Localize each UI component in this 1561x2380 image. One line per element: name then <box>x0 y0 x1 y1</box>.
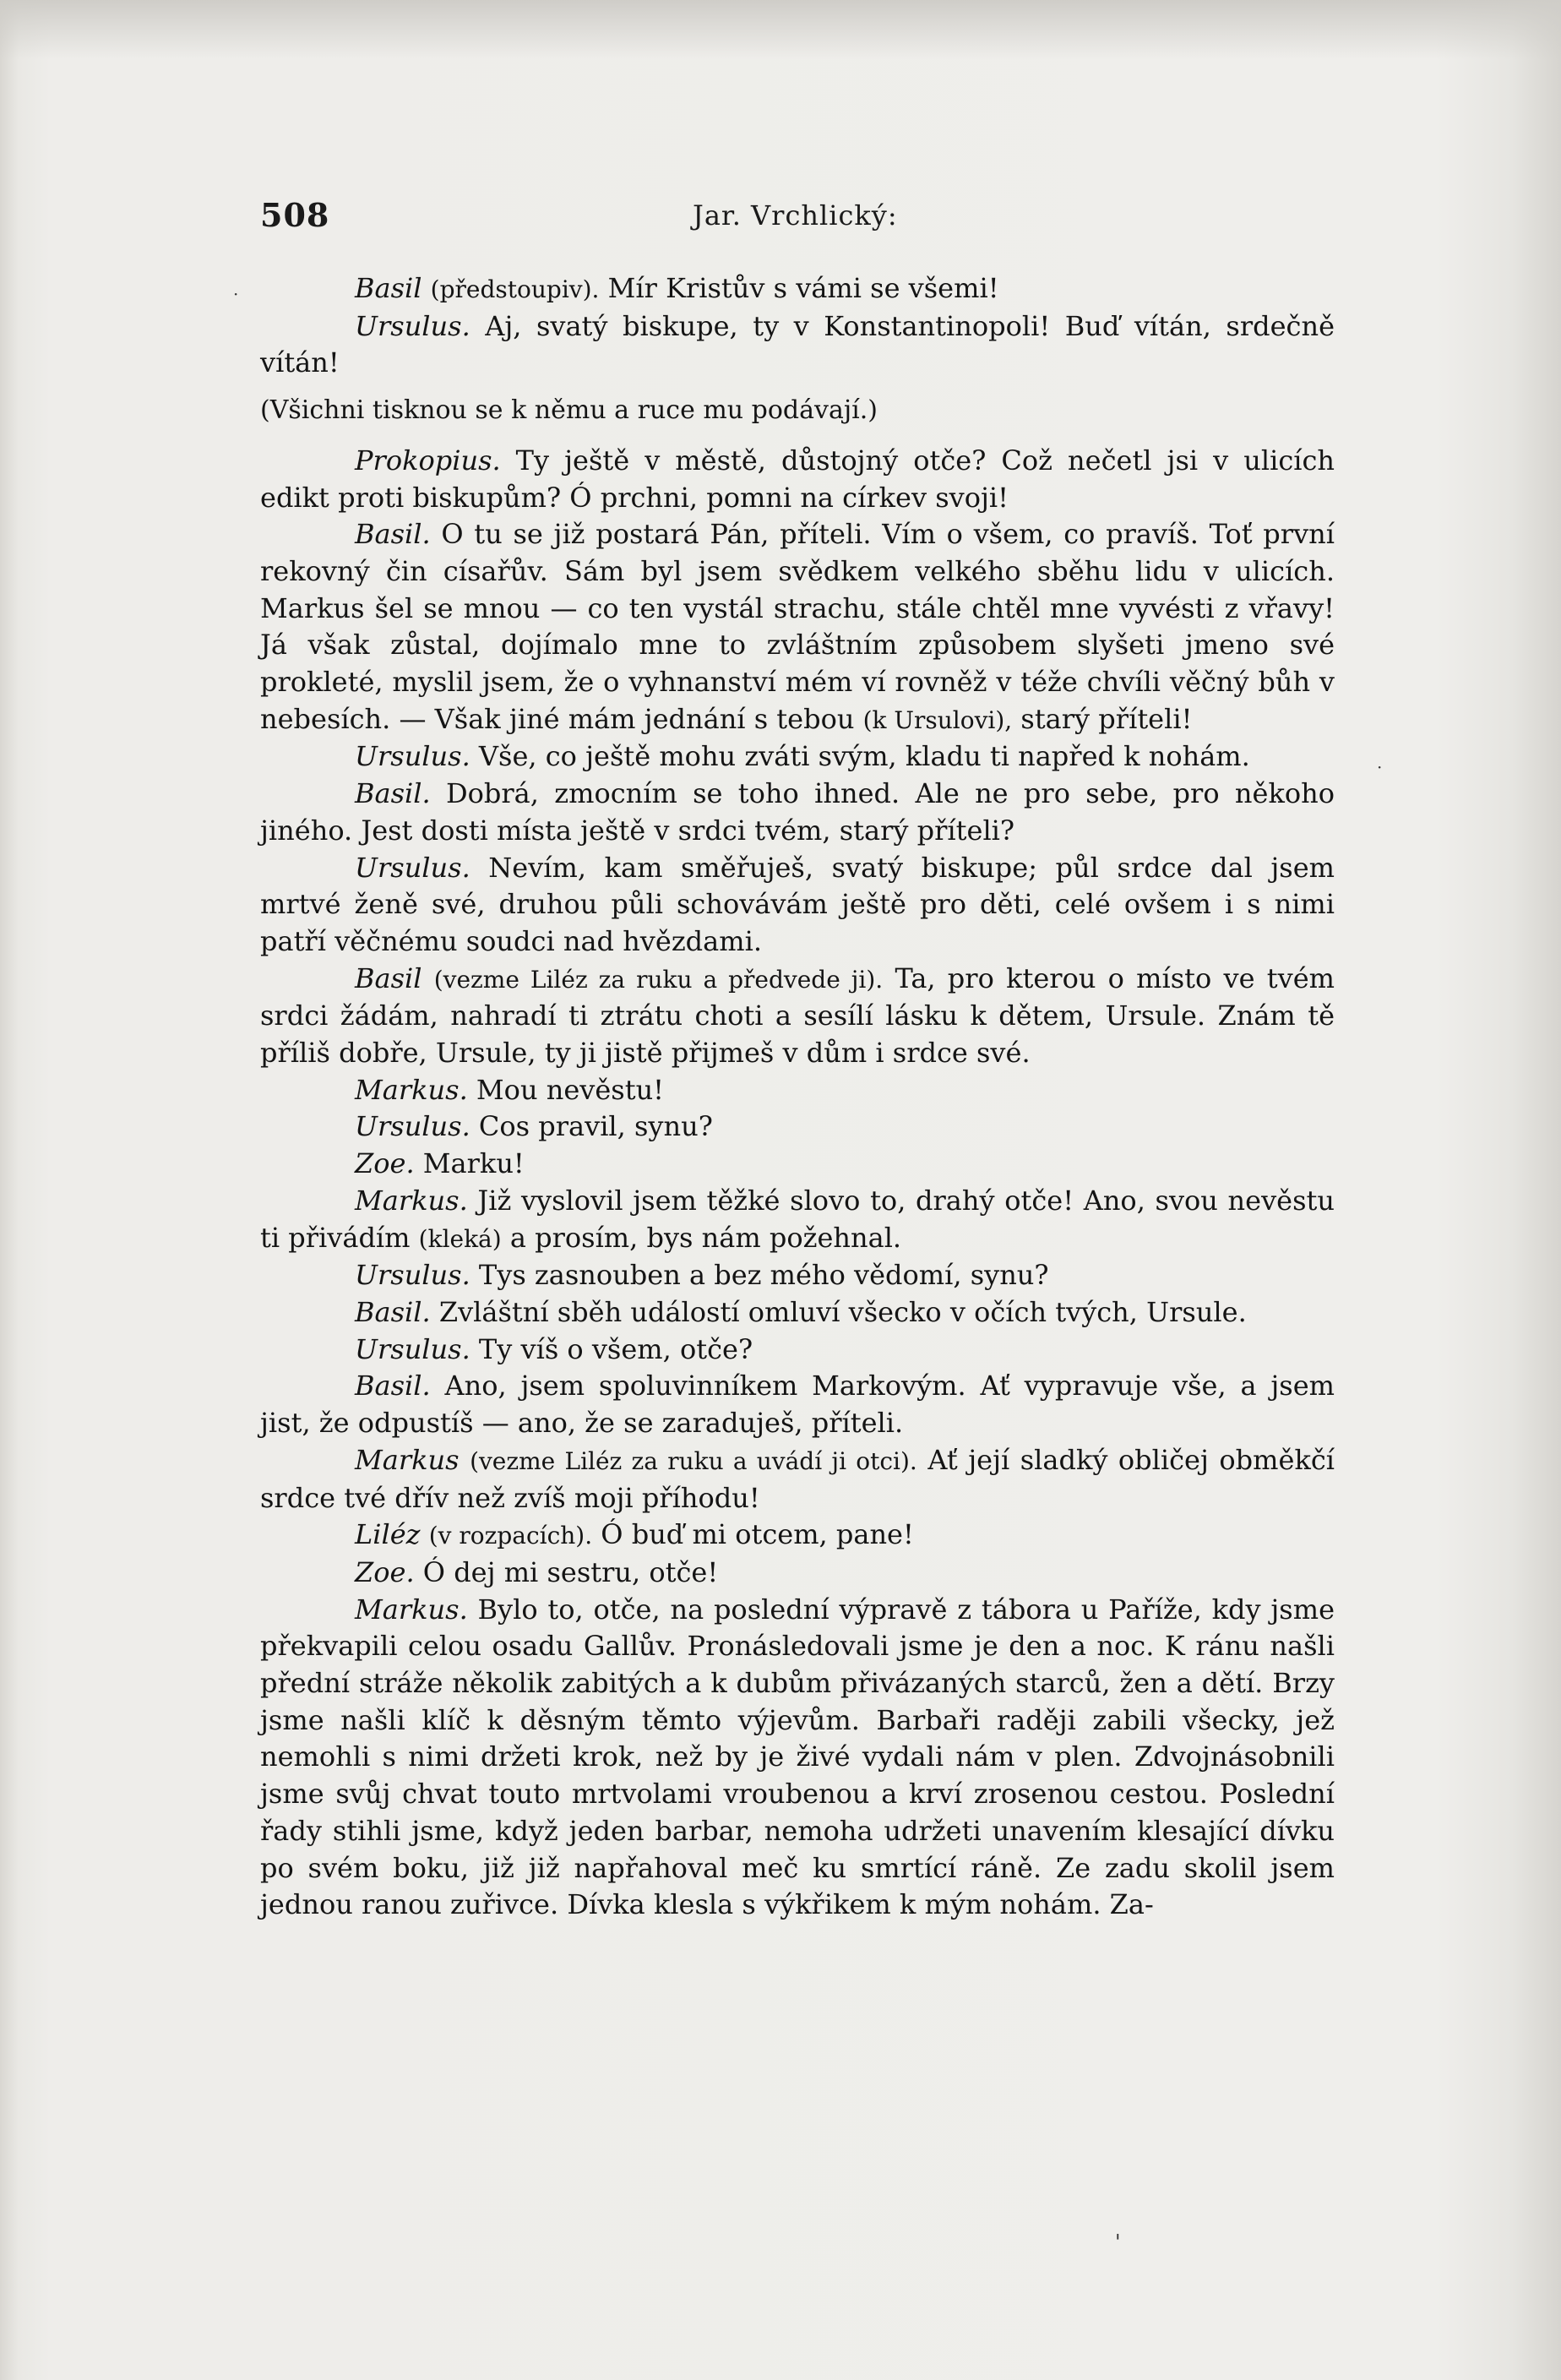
dialogue-paragraph <box>260 1072 1335 1109</box>
dialogue-paragraph <box>260 1332 1335 1369</box>
speaker-name: Ursulus. <box>355 851 470 884</box>
dialogue-text: Cos pravil, synu? <box>470 1110 713 1143</box>
speaker-name: Prokopius. <box>355 444 501 477</box>
dialogue-text: Ta, pro kterou o místo ve tvém srdci žádám, nahradí ti ztrátu choti a sesílí lásku k dětem, Ursule. Znám tě příliš dobře, Ursule, ty ji jistě přijmeš v dům i srdce své. <box>260 961 1335 1070</box>
dialogue-paragraph <box>260 961 1335 1072</box>
dialogue-text: Ty víš o všem, otče? <box>470 1332 753 1365</box>
dialogue-paragraph <box>260 1517 1335 1555</box>
dialogue-paragraph <box>260 308 1335 382</box>
dialogue-text: Vše, co ještě mohu zváti svým, kladu ti napřed k nohám. <box>470 740 1250 773</box>
dialogue-text: Zvláštní sběh událostí omluví všecko v očích tvých, Ursule. <box>430 1295 1247 1328</box>
dialogue-paragraph <box>260 1294 1335 1332</box>
speaker-name: Ursulus. <box>355 1110 470 1143</box>
speaker-name: Ursulus. <box>355 1259 470 1292</box>
stage-direction: (kleká) <box>418 1224 502 1253</box>
dialogue-text: a prosím, bys nám požehnal. <box>501 1221 902 1254</box>
dialogue-paragraph <box>260 1592 1335 1924</box>
speaker-name: Markus. <box>355 1073 468 1106</box>
dialogue-text: Již vyslovil jsem těžké slovo to, drahý otče! Ano, svou nevěstu ti přivádím <box>260 1184 1335 1254</box>
dialogue-text: Tys zasnouben a bez mého vědomí, synu? <box>470 1259 1049 1292</box>
speaker-name: Basil. <box>355 777 431 810</box>
speaker-name: Basil. <box>355 518 431 551</box>
stage-direction: (k Ursulovi), <box>862 705 1013 734</box>
dialogue-text: Aj, svatý biskupe, ty v Konstantinopoli! Buď vítán, srdečně vítán! <box>260 309 1335 379</box>
dialogue-paragraph <box>260 1257 1335 1294</box>
dialogue-text: Ať její sladký obličej obměkčí srdce tvé dřív než zvíš moji příhodu! <box>260 1443 1335 1514</box>
stage-direction-line: (Všichni tisknou se k němu a ruce mu podávají.) <box>260 395 878 426</box>
dialogue-text: Nevím, kam směřuješ, svatý biskupe; půl srdce dal jsem mrtvé ženě své, druhou půli schovávám ještě pro děti, celé ovšem i s nimi patří věčnému soudci nad hvězdami. <box>260 851 1335 957</box>
dialogue-text: Ty ještě v městě, důstojný otče? Což nečetl jsi v ulicích edikt proti biskupům? Ó prchni, pomni na církev svoji! <box>260 444 1335 514</box>
speaker-name: Markus. <box>355 1593 468 1626</box>
scan-speck: ' <box>1115 2230 1121 2254</box>
scan-speck: · <box>1377 757 1383 777</box>
page-body <box>260 270 1335 1924</box>
dialogue-paragraph <box>260 1183 1335 1257</box>
speaker-name: Basil. <box>355 1370 431 1402</box>
speaker-name: Ursulus. <box>355 309 470 342</box>
stage-direction: (vezme Liléz za ruku a uvádí ji otci). <box>470 1446 917 1475</box>
scan-speck: · <box>233 284 239 304</box>
dialogue-text: Mou nevěstu! <box>467 1073 665 1106</box>
speaker-name: Ursulus. <box>355 1332 470 1365</box>
dialogue-paragraph <box>260 850 1335 961</box>
dialogue-paragraph <box>260 1555 1335 1592</box>
page-number: 508 <box>260 196 330 234</box>
speaker-name: Zoe. <box>355 1555 415 1588</box>
dialogue-text: Marku! <box>414 1147 525 1180</box>
speaker-name: Liléz <box>355 1518 421 1551</box>
running-head: Jar. Vrchlický: <box>693 199 898 231</box>
dialogue-paragraph <box>260 516 1335 738</box>
stage-direction: (v rozpacích). <box>428 1522 593 1550</box>
dialogue-text: Mír Kristův s vámi se všemi! <box>599 272 999 304</box>
dialogue-text: Bylo to, otče, na poslední výpravě z tábora u Paříže, kdy jsme překvapili celou osadu Gallův. Pronásledovali jsme je den a noc. K ránu našli přední stráže několik zabitých a k dubům přivázaných starců, žen a dětí. Brzy jsme našli klíč k děsným těmto výjevům. Barbaři raději zabili všecky, jež nemohli s nimi držeti krok, než by je živé vydali nám v plen. Zdvojnásobnili jsme svůj chvat touto mrtvolami vroubenou a krví zrosenou cestou. Poslední řady stihli jsme, když jeden barbar, nemoha udržeti unavením klesající dívku po svém boku, již již napřahoval meč ku smrtící ráně. Ze zadu skolil jsem jednou ranou zuřivce. Dívka klesla s výkřikem k mým nohám. Za- <box>260 1593 1335 1921</box>
stage-direction: (vezme Liléz za ruku a předvede ji). <box>433 965 884 994</box>
dialogue-paragraph <box>260 1442 1335 1517</box>
dialogue-paragraph <box>260 738 1335 776</box>
dialogue-text: starý příteli! <box>1012 702 1193 735</box>
dialogue-text: Ano, jsem spoluvinníkem Markovým. Ať vypravuje vše, a jsem jist, že odpustíš — ano, že se zaraduješ, příteli. <box>260 1370 1335 1440</box>
dialogue-paragraph <box>260 270 1335 308</box>
speaker-name: Markus <box>355 1443 460 1476</box>
dialogue-paragraph <box>260 1368 1335 1441</box>
speaker-name: Ursulus. <box>355 740 470 773</box>
stage-direction: (předstoupiv). <box>430 275 600 303</box>
dialogue-text: Ó dej mi sestru, otče! <box>414 1555 719 1588</box>
speaker-name: Markus. <box>355 1184 468 1217</box>
speaker-name: Basil. <box>355 1295 431 1328</box>
dialogue-paragraph <box>260 443 1335 516</box>
dialogue-paragraph <box>260 776 1335 849</box>
dialogue-text: O tu se již postará Pán, příteli. Vím o všem, co pravíš. Toť první rekovný čin císařův. Sám byl jsem svědkem velkého sběhu lidu v ulicích. Markus šel se mnou — co ten vystál strachu, stále chtěl mne vyvésti z vřavy! Já však zůstal, dojímalo mne to zvláštním způsobem slyšeti jmeno své prokleté, myslil jsem, že o vyhnanství mém ví rovněž v téže chvíli věčný bůh v nebesích. — Však jiné mám jednání s tebou <box>260 518 1335 735</box>
speaker-name: Basil <box>355 272 422 304</box>
dialogue-paragraph <box>260 1108 1335 1146</box>
speaker-name: Zoe. <box>355 1147 415 1180</box>
dialogue-text: Dobrá, zmocním se toho ihned. Ale ne pro sebe, pro někoho jiného. Jest dosti místa ještě v srdci tvém, starý příteli? <box>260 777 1335 847</box>
dialogue-paragraph <box>260 1146 1335 1183</box>
speaker-name: Basil <box>355 961 422 994</box>
dialogue-text: Ó buď mi otcem, pane! <box>592 1518 914 1551</box>
page-header <box>260 196 1341 247</box>
